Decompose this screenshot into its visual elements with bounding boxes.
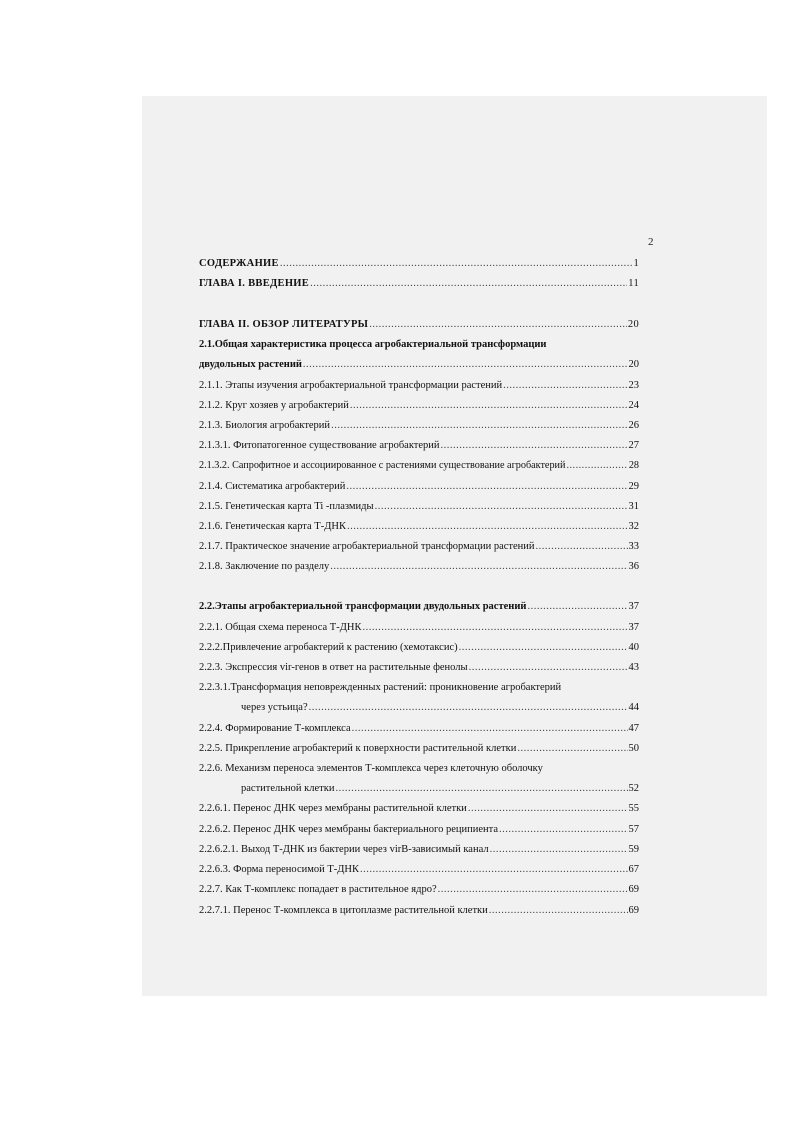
toc-entry-cont[interactable] [241,783,639,795]
toc-entry-title: через устьица? [241,702,308,713]
dot-leader [536,541,628,553]
toc-entry-title: 2.1.2. Круг хозяев у агробактерий [199,400,349,411]
toc-entry-page: 59 [628,844,639,855]
toc-entry-page: 37 [628,601,639,612]
toc-entry-page: 32 [628,521,639,532]
toc-entry-page: 37 [628,622,639,633]
dot-leader [503,380,627,392]
toc-entry-page: 20 [628,359,639,370]
toc-entry-title: 2.2.Этапы агробактериальной трансформации двудольных растений [199,601,527,612]
dot-leader [352,723,628,735]
toc-entry-title: 2.1.4. Систематика агробактерий [199,481,346,492]
toc-entry-title: 2.1.8. Заключение по разделу [199,561,330,572]
toc-entry-title: 2.1.3. Биология агробактерий [199,420,331,431]
toc-entry-title: 2.2.5. Прикрепление агробактерий к поверхности растительной клетки [199,743,517,754]
toc-entry-page: 67 [628,864,639,875]
dot-leader [360,864,627,876]
toc-entry-page: 11 [628,278,639,289]
dot-leader [441,440,628,452]
toc-entry[interactable] [199,521,639,533]
dot-leader [375,501,628,513]
toc-entry-page: 26 [628,420,639,431]
dot-leader [309,702,628,714]
toc-entry-title: 2.2.6. Механизм переноса элементов Т-комплекса через клеточную оболочку [199,763,543,774]
toc-entry-section-2-1-cont[interactable] [199,359,639,371]
toc-entry-title: 2.1.7. Практическое значение агробактериальной трансформации растений [199,541,535,552]
toc-entry[interactable] [199,400,639,412]
toc-entry-title: 2.1.3.2. Сапрофитное и ассоциированное с растениями существование агробактерий [199,460,566,471]
toc-entry-chapter-2[interactable] [199,319,639,331]
toc-entry[interactable] [199,541,639,553]
toc-entry[interactable] [199,844,639,856]
page-number: 2 [648,236,654,248]
toc-entry[interactable] [199,622,639,634]
toc-entry[interactable] [199,864,639,876]
toc-entry[interactable] [199,501,639,513]
toc-entry-page: 47 [628,723,639,734]
dot-leader [499,824,627,836]
toc-entry-page: 55 [628,803,639,814]
toc-entry-title: двудольных растений [199,359,302,370]
toc-entry-title: СОДЕРЖАНИЕ [199,258,279,269]
toc-entry[interactable] [199,662,639,674]
toc-entry-page: 20 [627,319,639,330]
dot-leader [517,743,627,755]
toc-entry-section-2-2[interactable] [199,601,639,613]
toc-entry-title: 2.1.5. Генетическая карта Ti -плазмиды [199,501,374,512]
toc-entry[interactable] [199,743,639,755]
toc-entry[interactable] [199,723,639,735]
toc-entry-page: 50 [628,743,639,754]
toc-entry-page: 31 [628,501,639,512]
dot-leader [489,905,628,917]
toc-entry-page: 57 [628,824,639,835]
toc-entry[interactable] [199,561,639,573]
toc-entry-page: 69 [628,905,639,916]
toc-entry-title: 2.2.6.1. Перенос ДНК через мембраны растительной клетки [199,803,467,814]
dot-leader [566,460,627,472]
toc-entry-title: 2.2.6.2. Перенос ДНК через мембраны бактериального реципиента [199,824,499,835]
toc-entry[interactable] [199,460,639,472]
toc-entry-title: 2.2.6.2.1. Выход Т-ДНК из бактерии через virB-зависимый канал [199,844,489,855]
toc-entry-contents[interactable] [199,258,639,270]
toc-entry-page: 44 [628,702,639,713]
toc-entry-title: 2.1.6. Генетическая карта Т-ДНК [199,521,346,532]
toc-entry-chapter-1[interactable] [199,278,639,290]
dot-leader [346,481,627,493]
toc-entry-page: 33 [628,541,639,552]
toc-entry-page: 28 [628,460,639,471]
toc-entry-page: 1 [633,258,639,269]
toc-entry-title: 2.2.7. Как Т-комплекс попадает в растительное ядро? [199,884,437,895]
toc-entry[interactable] [199,440,639,452]
dot-leader [469,662,628,674]
toc-entry-page: 69 [628,884,639,895]
toc-entry-title: 2.2.3. Экспрессия vir-генов в ответ на растительные фенолы [199,662,468,673]
toc-entry[interactable] [199,642,639,654]
toc-entry-page: 43 [628,662,639,673]
dot-leader [438,884,628,896]
toc-entry-title: 2.2.6.3. Форма переносимой Т-ДНК [199,864,360,875]
dot-leader [335,783,627,795]
toc-entry[interactable] [199,380,639,392]
toc-entry[interactable] [199,763,639,775]
dot-leader [527,601,627,613]
toc-entry[interactable] [199,803,639,815]
dot-leader [330,561,627,573]
toc-entry[interactable] [199,682,639,694]
toc-entry[interactable] [199,481,639,493]
toc-entry-page: 40 [628,642,639,653]
dot-leader [331,420,627,432]
dot-leader [280,258,633,270]
dot-leader [490,844,628,856]
toc-entry-title: 2.1.3.1. Фитопатогенное существование агробактерий [199,440,440,451]
toc-entry-title: 2.2.7.1. Перенос Т-комплекса в цитоплазме растительной клетки [199,905,488,916]
toc-entry-section-2-1[interactable] [199,339,639,351]
toc-entry-title: 2.2.3.1.Трансформация неповрежденных растений: проникновение агробактерий [199,682,562,693]
dot-leader [468,803,628,815]
toc-entry-title: 2.2.1. Общая схема переноса Т-ДНК [199,622,362,633]
dot-leader [369,319,627,331]
toc-entry-page: 23 [628,380,639,391]
dot-leader [350,400,628,412]
toc-entry-title: ГЛАВА II. ОБЗОР ЛИТЕРАТУРЫ [199,319,369,330]
toc-entry[interactable] [199,884,639,896]
dot-leader [303,359,628,371]
toc-entry-title: 2.2.4. Формирование Т-комплекса [199,723,351,734]
dot-leader [347,521,628,533]
dot-leader [362,622,627,634]
toc-entry[interactable] [199,824,639,836]
dot-leader [459,642,628,654]
toc-entry[interactable] [199,420,639,432]
toc-entry-title: ГЛАВА I. ВВЕДЕНИЕ [199,278,310,289]
toc-entry-title: 2.1.Общая характеристика процесса агробактериальной трансформации [199,339,547,350]
toc-entry-title: 2.2.2.Привлечение агробактерий к растению (хемотаксис) [199,642,458,653]
toc-entry-page: 36 [628,561,639,572]
toc-entry-page: 29 [628,481,639,492]
toc-entry-page: 27 [628,440,639,451]
toc-entry-title: 2.1.1. Этапы изучения агробактериальной трансформации растений [199,380,503,391]
toc-entry[interactable] [199,905,639,917]
dot-leader [310,278,627,290]
toc-entry-cont[interactable] [241,702,639,714]
toc-entry-title: растительной клетки [241,783,335,794]
toc-entry-page: 24 [628,400,639,411]
toc-entry-page: 52 [628,783,639,794]
